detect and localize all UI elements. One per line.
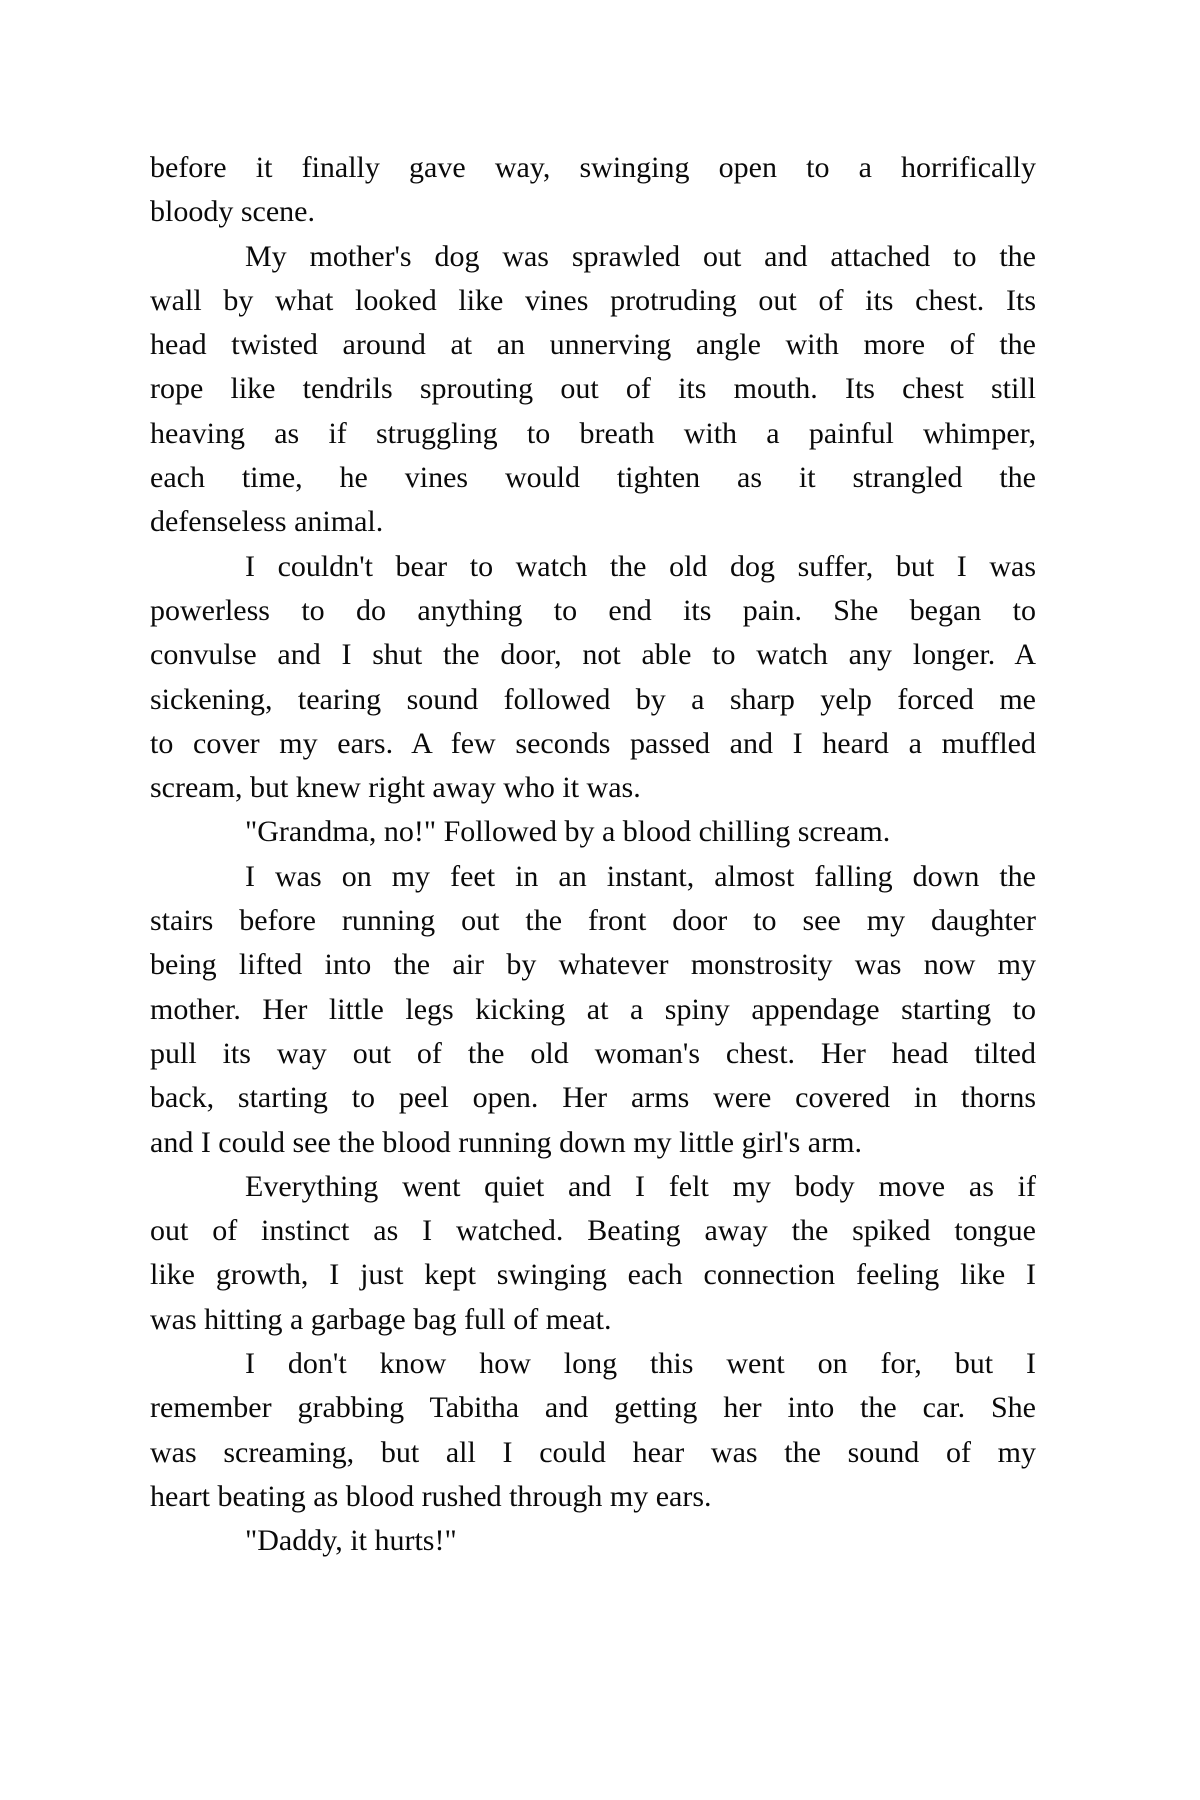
text-line: remember grabbing Tabitha and getting her into the car. She — [150, 1391, 1036, 1425]
text-line: was screaming, but all I could hear was the sound of my — [150, 1435, 1036, 1469]
text-line: rope like tendrils sprouting out of its mouth. Its chest still — [150, 372, 1036, 406]
text-line: bloody scene. — [150, 195, 315, 229]
text-line: convulse and I shut the door, not able to watch any longer. A — [150, 638, 1036, 672]
text-line: powerless to do anything to end its pain. She began to — [150, 593, 1036, 627]
text-line: pull its way out of the old woman's chest. Her head tilted — [150, 1036, 1036, 1070]
text-line: being lifted into the air by whatever monstrosity was now my — [150, 948, 1036, 982]
text-line: head twisted around at an unnerving angle with more of the — [150, 328, 1036, 362]
text-block — [150, 146, 1036, 1564]
text-line: defenseless animal. — [150, 505, 384, 539]
text-line: before it finally gave way, swinging open to a horrifically — [150, 151, 1036, 184]
text-line: out of instinct as I watched. Beating away the spiked tongue — [150, 1214, 1036, 1248]
text-line: "Grandma, no!" Followed by a blood chilling scream. — [245, 815, 891, 849]
text-line: I couldn't bear to watch the old dog suffer, but I was — [245, 549, 1036, 583]
text-line: My mother's dog was sprawled out and attached to the — [245, 239, 1036, 273]
text-line: "Daddy, it hurts!" — [245, 1524, 457, 1558]
text-line: heart beating as blood rushed through my ears. — [150, 1479, 712, 1513]
text-line: Everything went quiet and I felt my body move as if — [245, 1169, 1036, 1203]
text-line: like growth, I just kept swinging each connection feeling like I — [150, 1258, 1036, 1292]
text-line: was hitting a garbage bag full of meat. — [150, 1302, 612, 1336]
text-line: and I could see the blood running down my little girl's arm. — [150, 1125, 862, 1159]
text-line: each time, he vines would tighten as it strangled the — [150, 461, 1036, 495]
text-line: I don't know how long this went on for, but I — [245, 1347, 1036, 1381]
text-line: sickening, tearing sound followed by a sharp yelp forced me — [150, 682, 1036, 716]
text-line: to cover my ears. A few seconds passed and I heard a muffled — [150, 726, 1036, 760]
text-line: heaving as if struggling to breath with a painful whimper, — [150, 416, 1036, 450]
text-line: stairs before running out the front door to see my daughter — [150, 904, 1036, 938]
text-line: I was on my feet in an instant, almost falling down the — [245, 859, 1036, 893]
text-line: scream, but knew right away who it was. — [150, 771, 641, 805]
text-line: wall by what looked like vines protruding out of its chest. Its — [150, 283, 1036, 317]
text-line: back, starting to peel open. Her arms were covered in thorns — [150, 1081, 1036, 1115]
text-line: mother. Her little legs kicking at a spiny appendage starting to — [150, 992, 1036, 1026]
